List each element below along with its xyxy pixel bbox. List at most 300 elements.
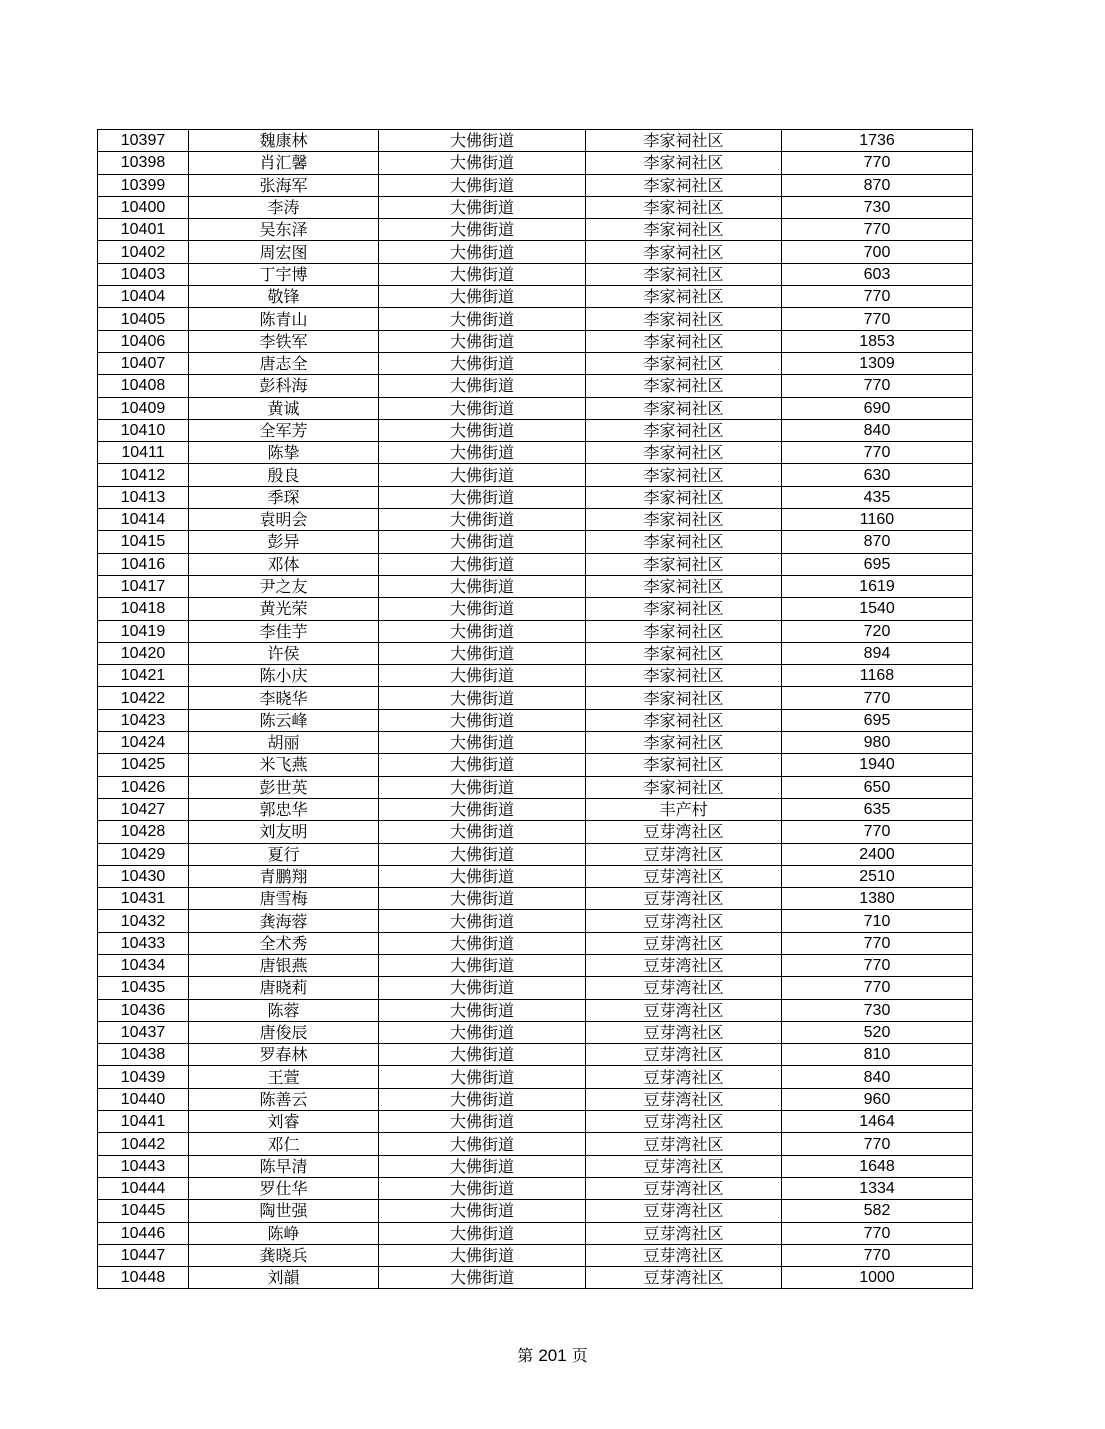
street-cell: 大佛街道 xyxy=(379,687,586,709)
community-cell: 李家祠社区 xyxy=(586,531,782,553)
name-cell: 彭异 xyxy=(189,531,379,553)
street-cell: 大佛街道 xyxy=(379,419,586,441)
name-cell: 敬锋 xyxy=(189,286,379,308)
name-cell: 刘友明 xyxy=(189,821,379,843)
serial-number-cell: 10437 xyxy=(98,1021,189,1043)
table-row xyxy=(98,1177,973,1199)
street-cell: 大佛街道 xyxy=(379,1044,586,1066)
street-cell: 大佛街道 xyxy=(379,375,586,397)
community-cell: 豆芽湾社区 xyxy=(586,888,782,910)
serial-number-cell: 10434 xyxy=(98,954,189,976)
table-row xyxy=(98,910,973,932)
community-cell: 李家祠社区 xyxy=(586,687,782,709)
serial-number-cell: 10446 xyxy=(98,1222,189,1244)
street-cell: 大佛街道 xyxy=(379,1177,586,1199)
table-row xyxy=(98,397,973,419)
table-row xyxy=(98,375,973,397)
community-cell: 李家祠社区 xyxy=(586,509,782,531)
serial-number-cell: 10430 xyxy=(98,865,189,887)
street-cell: 大佛街道 xyxy=(379,553,586,575)
amount-cell: 1540 xyxy=(782,598,973,620)
table-row xyxy=(98,241,973,263)
amount-cell: 980 xyxy=(782,732,973,754)
community-cell: 李家祠社区 xyxy=(586,642,782,664)
table-row xyxy=(98,865,973,887)
street-cell: 大佛街道 xyxy=(379,442,586,464)
amount-cell: 870 xyxy=(782,531,973,553)
serial-number-cell: 10417 xyxy=(98,575,189,597)
amount-cell: 582 xyxy=(782,1200,973,1222)
street-cell: 大佛街道 xyxy=(379,486,586,508)
name-cell: 陈蓉 xyxy=(189,999,379,1021)
name-cell: 邓仁 xyxy=(189,1133,379,1155)
table-row xyxy=(98,419,973,441)
name-cell: 唐志全 xyxy=(189,352,379,374)
name-cell: 陶世强 xyxy=(189,1200,379,1222)
serial-number-cell: 10409 xyxy=(98,397,189,419)
name-cell: 彭世英 xyxy=(189,776,379,798)
amount-cell: 1940 xyxy=(782,754,973,776)
amount-cell: 1334 xyxy=(782,1177,973,1199)
name-cell: 龚海蓉 xyxy=(189,910,379,932)
table-row xyxy=(98,709,973,731)
community-cell: 豆芽湾社区 xyxy=(586,910,782,932)
amount-cell: 650 xyxy=(782,776,973,798)
name-cell: 肖汇馨 xyxy=(189,152,379,174)
street-cell: 大佛街道 xyxy=(379,821,586,843)
name-cell: 李铁军 xyxy=(189,330,379,352)
name-cell: 彭科海 xyxy=(189,375,379,397)
community-cell: 李家祠社区 xyxy=(586,598,782,620)
amount-cell: 770 xyxy=(782,286,973,308)
street-cell: 大佛街道 xyxy=(379,531,586,553)
table-row xyxy=(98,888,973,910)
amount-cell: 770 xyxy=(782,954,973,976)
serial-number-cell: 10431 xyxy=(98,888,189,910)
table-row xyxy=(98,308,973,330)
serial-number-cell: 10397 xyxy=(98,130,189,152)
serial-number-cell: 10445 xyxy=(98,1200,189,1222)
table-row xyxy=(98,732,973,754)
serial-number-cell: 10427 xyxy=(98,798,189,820)
table-row xyxy=(98,130,973,152)
serial-number-cell: 10442 xyxy=(98,1133,189,1155)
street-cell: 大佛街道 xyxy=(379,642,586,664)
name-cell: 陈小庆 xyxy=(189,665,379,687)
community-cell: 李家祠社区 xyxy=(586,196,782,218)
serial-number-cell: 10401 xyxy=(98,219,189,241)
table-row xyxy=(98,531,973,553)
street-cell: 大佛街道 xyxy=(379,1222,586,1244)
street-cell: 大佛街道 xyxy=(379,308,586,330)
amount-cell: 1000 xyxy=(782,1267,973,1289)
serial-number-cell: 10440 xyxy=(98,1088,189,1110)
table-row xyxy=(98,486,973,508)
table-row xyxy=(98,642,973,664)
serial-number-cell: 10426 xyxy=(98,776,189,798)
table-row xyxy=(98,219,973,241)
serial-number-cell: 10444 xyxy=(98,1177,189,1199)
amount-cell: 770 xyxy=(782,1244,973,1266)
community-cell: 豆芽湾社区 xyxy=(586,1244,782,1266)
name-cell: 唐俊辰 xyxy=(189,1021,379,1043)
amount-cell: 635 xyxy=(782,798,973,820)
street-cell: 大佛街道 xyxy=(379,464,586,486)
amount-cell: 1853 xyxy=(782,330,973,352)
name-cell: 吴东泽 xyxy=(189,219,379,241)
community-cell: 李家祠社区 xyxy=(586,553,782,575)
amount-cell: 630 xyxy=(782,464,973,486)
table-row xyxy=(98,1044,973,1066)
community-cell: 豆芽湾社区 xyxy=(586,1021,782,1043)
table-row xyxy=(98,1111,973,1133)
serial-number-cell: 10432 xyxy=(98,910,189,932)
street-cell: 大佛街道 xyxy=(379,754,586,776)
name-cell: 李晓华 xyxy=(189,687,379,709)
community-cell: 豆芽湾社区 xyxy=(586,1066,782,1088)
amount-cell: 1380 xyxy=(782,888,973,910)
community-cell: 豆芽湾社区 xyxy=(586,1133,782,1155)
serial-number-cell: 10416 xyxy=(98,553,189,575)
community-cell: 李家祠社区 xyxy=(586,219,782,241)
street-cell: 大佛街道 xyxy=(379,219,586,241)
amount-cell: 690 xyxy=(782,397,973,419)
amount-cell: 770 xyxy=(782,932,973,954)
table-row xyxy=(98,843,973,865)
street-cell: 大佛街道 xyxy=(379,196,586,218)
community-cell: 豆芽湾社区 xyxy=(586,999,782,1021)
footer-prefix: 第 xyxy=(517,1346,534,1365)
street-cell: 大佛街道 xyxy=(379,152,586,174)
amount-cell: 2400 xyxy=(782,843,973,865)
community-cell: 李家祠社区 xyxy=(586,375,782,397)
amount-cell: 730 xyxy=(782,999,973,1021)
name-cell: 刘睿 xyxy=(189,1111,379,1133)
name-cell: 周宏图 xyxy=(189,241,379,263)
serial-number-cell: 10414 xyxy=(98,509,189,531)
serial-number-cell: 10424 xyxy=(98,732,189,754)
serial-number-cell: 10448 xyxy=(98,1267,189,1289)
street-cell: 大佛街道 xyxy=(379,1133,586,1155)
serial-number-cell: 10428 xyxy=(98,821,189,843)
serial-number-cell: 10439 xyxy=(98,1066,189,1088)
street-cell: 大佛街道 xyxy=(379,1155,586,1177)
amount-cell: 770 xyxy=(782,821,973,843)
street-cell: 大佛街道 xyxy=(379,241,586,263)
table-row xyxy=(98,821,973,843)
table-row xyxy=(98,620,973,642)
name-cell: 王萱 xyxy=(189,1066,379,1088)
name-cell: 龚晓兵 xyxy=(189,1244,379,1266)
street-cell: 大佛街道 xyxy=(379,174,586,196)
table-row xyxy=(98,1244,973,1266)
amount-cell: 1619 xyxy=(782,575,973,597)
name-cell: 全军芳 xyxy=(189,419,379,441)
table-row xyxy=(98,575,973,597)
name-cell: 丁宇博 xyxy=(189,263,379,285)
table-row xyxy=(98,352,973,374)
name-cell: 全术秀 xyxy=(189,932,379,954)
community-cell: 豆芽湾社区 xyxy=(586,977,782,999)
name-cell: 李佳芋 xyxy=(189,620,379,642)
table-row xyxy=(98,754,973,776)
community-cell: 豆芽湾社区 xyxy=(586,1177,782,1199)
name-cell: 魏康林 xyxy=(189,130,379,152)
community-cell: 豆芽湾社区 xyxy=(586,843,782,865)
amount-cell: 840 xyxy=(782,1066,973,1088)
community-cell: 豆芽湾社区 xyxy=(586,865,782,887)
community-cell: 豆芽湾社区 xyxy=(586,1222,782,1244)
community-cell: 李家祠社区 xyxy=(586,464,782,486)
community-cell: 李家祠社区 xyxy=(586,419,782,441)
table-row xyxy=(98,174,973,196)
serial-number-cell: 10435 xyxy=(98,977,189,999)
street-cell: 大佛街道 xyxy=(379,910,586,932)
name-cell: 唐晓莉 xyxy=(189,977,379,999)
table-row xyxy=(98,152,973,174)
street-cell: 大佛街道 xyxy=(379,1267,586,1289)
serial-number-cell: 10412 xyxy=(98,464,189,486)
amount-cell: 770 xyxy=(782,442,973,464)
community-cell: 豆芽湾社区 xyxy=(586,1088,782,1110)
community-cell: 李家祠社区 xyxy=(586,776,782,798)
table-row xyxy=(98,1155,973,1177)
name-cell: 唐雪梅 xyxy=(189,888,379,910)
table-row xyxy=(98,1222,973,1244)
name-cell: 胡丽 xyxy=(189,732,379,754)
amount-cell: 695 xyxy=(782,553,973,575)
community-cell: 李家祠社区 xyxy=(586,620,782,642)
name-cell: 季琛 xyxy=(189,486,379,508)
name-cell: 黄诚 xyxy=(189,397,379,419)
serial-number-cell: 10407 xyxy=(98,352,189,374)
table-row xyxy=(98,954,973,976)
community-cell: 李家祠社区 xyxy=(586,130,782,152)
table-row xyxy=(98,1133,973,1155)
street-cell: 大佛街道 xyxy=(379,776,586,798)
amount-cell: 730 xyxy=(782,196,973,218)
community-cell: 丰产村 xyxy=(586,798,782,820)
amount-cell: 770 xyxy=(782,977,973,999)
table-row xyxy=(98,442,973,464)
amount-cell: 770 xyxy=(782,687,973,709)
table-row xyxy=(98,553,973,575)
street-cell: 大佛街道 xyxy=(379,1200,586,1222)
street-cell: 大佛街道 xyxy=(379,263,586,285)
community-cell: 豆芽湾社区 xyxy=(586,1200,782,1222)
table-row xyxy=(98,1200,973,1222)
street-cell: 大佛街道 xyxy=(379,286,586,308)
street-cell: 大佛街道 xyxy=(379,1021,586,1043)
page-footer xyxy=(0,1343,1105,1366)
serial-number-cell: 10406 xyxy=(98,330,189,352)
street-cell: 大佛街道 xyxy=(379,598,586,620)
serial-number-cell: 10405 xyxy=(98,308,189,330)
amount-cell: 720 xyxy=(782,620,973,642)
community-cell: 李家祠社区 xyxy=(586,352,782,374)
amount-cell: 960 xyxy=(782,1088,973,1110)
table-row xyxy=(98,1267,973,1289)
table-row xyxy=(98,977,973,999)
amount-cell: 695 xyxy=(782,709,973,731)
table-row xyxy=(98,932,973,954)
street-cell: 大佛街道 xyxy=(379,397,586,419)
street-cell: 大佛街道 xyxy=(379,999,586,1021)
community-cell: 李家祠社区 xyxy=(586,308,782,330)
name-cell: 唐银燕 xyxy=(189,954,379,976)
serial-number-cell: 10411 xyxy=(98,442,189,464)
serial-number-cell: 10404 xyxy=(98,286,189,308)
serial-number-cell: 10415 xyxy=(98,531,189,553)
community-cell: 豆芽湾社区 xyxy=(586,821,782,843)
amount-cell: 603 xyxy=(782,263,973,285)
community-cell: 李家祠社区 xyxy=(586,754,782,776)
amount-cell: 1160 xyxy=(782,509,973,531)
name-cell: 殷良 xyxy=(189,464,379,486)
street-cell: 大佛街道 xyxy=(379,1088,586,1110)
community-cell: 李家祠社区 xyxy=(586,241,782,263)
street-cell: 大佛街道 xyxy=(379,865,586,887)
name-cell: 陈善云 xyxy=(189,1088,379,1110)
community-cell: 李家祠社区 xyxy=(586,286,782,308)
street-cell: 大佛街道 xyxy=(379,843,586,865)
serial-number-cell: 10398 xyxy=(98,152,189,174)
street-cell: 大佛街道 xyxy=(379,954,586,976)
amount-cell: 840 xyxy=(782,419,973,441)
amount-cell: 1648 xyxy=(782,1155,973,1177)
amount-cell: 1736 xyxy=(782,130,973,152)
name-cell: 陈早清 xyxy=(189,1155,379,1177)
amount-cell: 1168 xyxy=(782,665,973,687)
community-cell: 李家祠社区 xyxy=(586,442,782,464)
community-cell: 李家祠社区 xyxy=(586,330,782,352)
table-row xyxy=(98,330,973,352)
table-row xyxy=(98,1088,973,1110)
amount-cell: 1464 xyxy=(782,1111,973,1133)
community-cell: 豆芽湾社区 xyxy=(586,954,782,976)
table-row xyxy=(98,598,973,620)
street-cell: 大佛街道 xyxy=(379,977,586,999)
street-cell: 大佛街道 xyxy=(379,798,586,820)
community-cell: 李家祠社区 xyxy=(586,575,782,597)
name-cell: 尹之友 xyxy=(189,575,379,597)
amount-cell: 770 xyxy=(782,1222,973,1244)
name-cell: 李涛 xyxy=(189,196,379,218)
serial-number-cell: 10429 xyxy=(98,843,189,865)
name-cell: 陈云峰 xyxy=(189,709,379,731)
serial-number-cell: 10399 xyxy=(98,174,189,196)
street-cell: 大佛街道 xyxy=(379,509,586,531)
footer-suffix: 页 xyxy=(571,1346,588,1365)
street-cell: 大佛街道 xyxy=(379,709,586,731)
name-cell: 郭忠华 xyxy=(189,798,379,820)
table-row xyxy=(98,999,973,1021)
page-number: 201 xyxy=(538,1346,567,1365)
street-cell: 大佛街道 xyxy=(379,1244,586,1266)
serial-number-cell: 10422 xyxy=(98,687,189,709)
amount-cell: 770 xyxy=(782,219,973,241)
amount-cell: 770 xyxy=(782,1133,973,1155)
serial-number-cell: 10425 xyxy=(98,754,189,776)
serial-number-cell: 10436 xyxy=(98,999,189,1021)
name-cell: 陈峥 xyxy=(189,1222,379,1244)
serial-number-cell: 10408 xyxy=(98,375,189,397)
community-cell: 李家祠社区 xyxy=(586,397,782,419)
table-row xyxy=(98,464,973,486)
amount-cell: 700 xyxy=(782,241,973,263)
community-cell: 李家祠社区 xyxy=(586,174,782,196)
amount-cell: 770 xyxy=(782,308,973,330)
name-cell: 黄光荣 xyxy=(189,598,379,620)
name-cell: 罗春林 xyxy=(189,1044,379,1066)
street-cell: 大佛街道 xyxy=(379,620,586,642)
table-row xyxy=(98,196,973,218)
serial-number-cell: 10420 xyxy=(98,642,189,664)
serial-number-cell: 10419 xyxy=(98,620,189,642)
serial-number-cell: 10402 xyxy=(98,241,189,263)
community-cell: 李家祠社区 xyxy=(586,665,782,687)
street-cell: 大佛街道 xyxy=(379,130,586,152)
name-cell: 夏行 xyxy=(189,843,379,865)
street-cell: 大佛街道 xyxy=(379,352,586,374)
table-row xyxy=(98,1066,973,1088)
table-row xyxy=(98,665,973,687)
name-cell: 陈青山 xyxy=(189,308,379,330)
name-cell: 罗仕华 xyxy=(189,1177,379,1199)
amount-cell: 810 xyxy=(782,1044,973,1066)
street-cell: 大佛街道 xyxy=(379,1066,586,1088)
serial-number-cell: 10410 xyxy=(98,419,189,441)
street-cell: 大佛街道 xyxy=(379,888,586,910)
serial-number-cell: 10421 xyxy=(98,665,189,687)
serial-number-cell: 10443 xyxy=(98,1155,189,1177)
community-cell: 李家祠社区 xyxy=(586,486,782,508)
community-cell: 豆芽湾社区 xyxy=(586,1044,782,1066)
name-cell: 陈挚 xyxy=(189,442,379,464)
street-cell: 大佛街道 xyxy=(379,732,586,754)
name-cell: 张海军 xyxy=(189,174,379,196)
table-row xyxy=(98,798,973,820)
street-cell: 大佛街道 xyxy=(379,575,586,597)
serial-number-cell: 10418 xyxy=(98,598,189,620)
table-row xyxy=(98,509,973,531)
name-cell: 邓体 xyxy=(189,553,379,575)
amount-cell: 2510 xyxy=(782,865,973,887)
serial-number-cell: 10441 xyxy=(98,1111,189,1133)
name-cell: 米飞燕 xyxy=(189,754,379,776)
amount-cell: 435 xyxy=(782,486,973,508)
street-cell: 大佛街道 xyxy=(379,330,586,352)
table-row xyxy=(98,776,973,798)
amount-cell: 770 xyxy=(782,375,973,397)
table-row xyxy=(98,286,973,308)
serial-number-cell: 10447 xyxy=(98,1244,189,1266)
name-cell: 袁明会 xyxy=(189,509,379,531)
amount-cell: 520 xyxy=(782,1021,973,1043)
community-cell: 豆芽湾社区 xyxy=(586,1155,782,1177)
community-cell: 李家祠社区 xyxy=(586,152,782,174)
serial-number-cell: 10400 xyxy=(98,196,189,218)
serial-number-cell: 10413 xyxy=(98,486,189,508)
table-row xyxy=(98,1021,973,1043)
serial-number-cell: 10423 xyxy=(98,709,189,731)
name-cell: 青鹏翔 xyxy=(189,865,379,887)
community-cell: 豆芽湾社区 xyxy=(586,932,782,954)
street-cell: 大佛街道 xyxy=(379,1111,586,1133)
serial-number-cell: 10433 xyxy=(98,932,189,954)
data-table xyxy=(97,129,973,1289)
amount-cell: 870 xyxy=(782,174,973,196)
